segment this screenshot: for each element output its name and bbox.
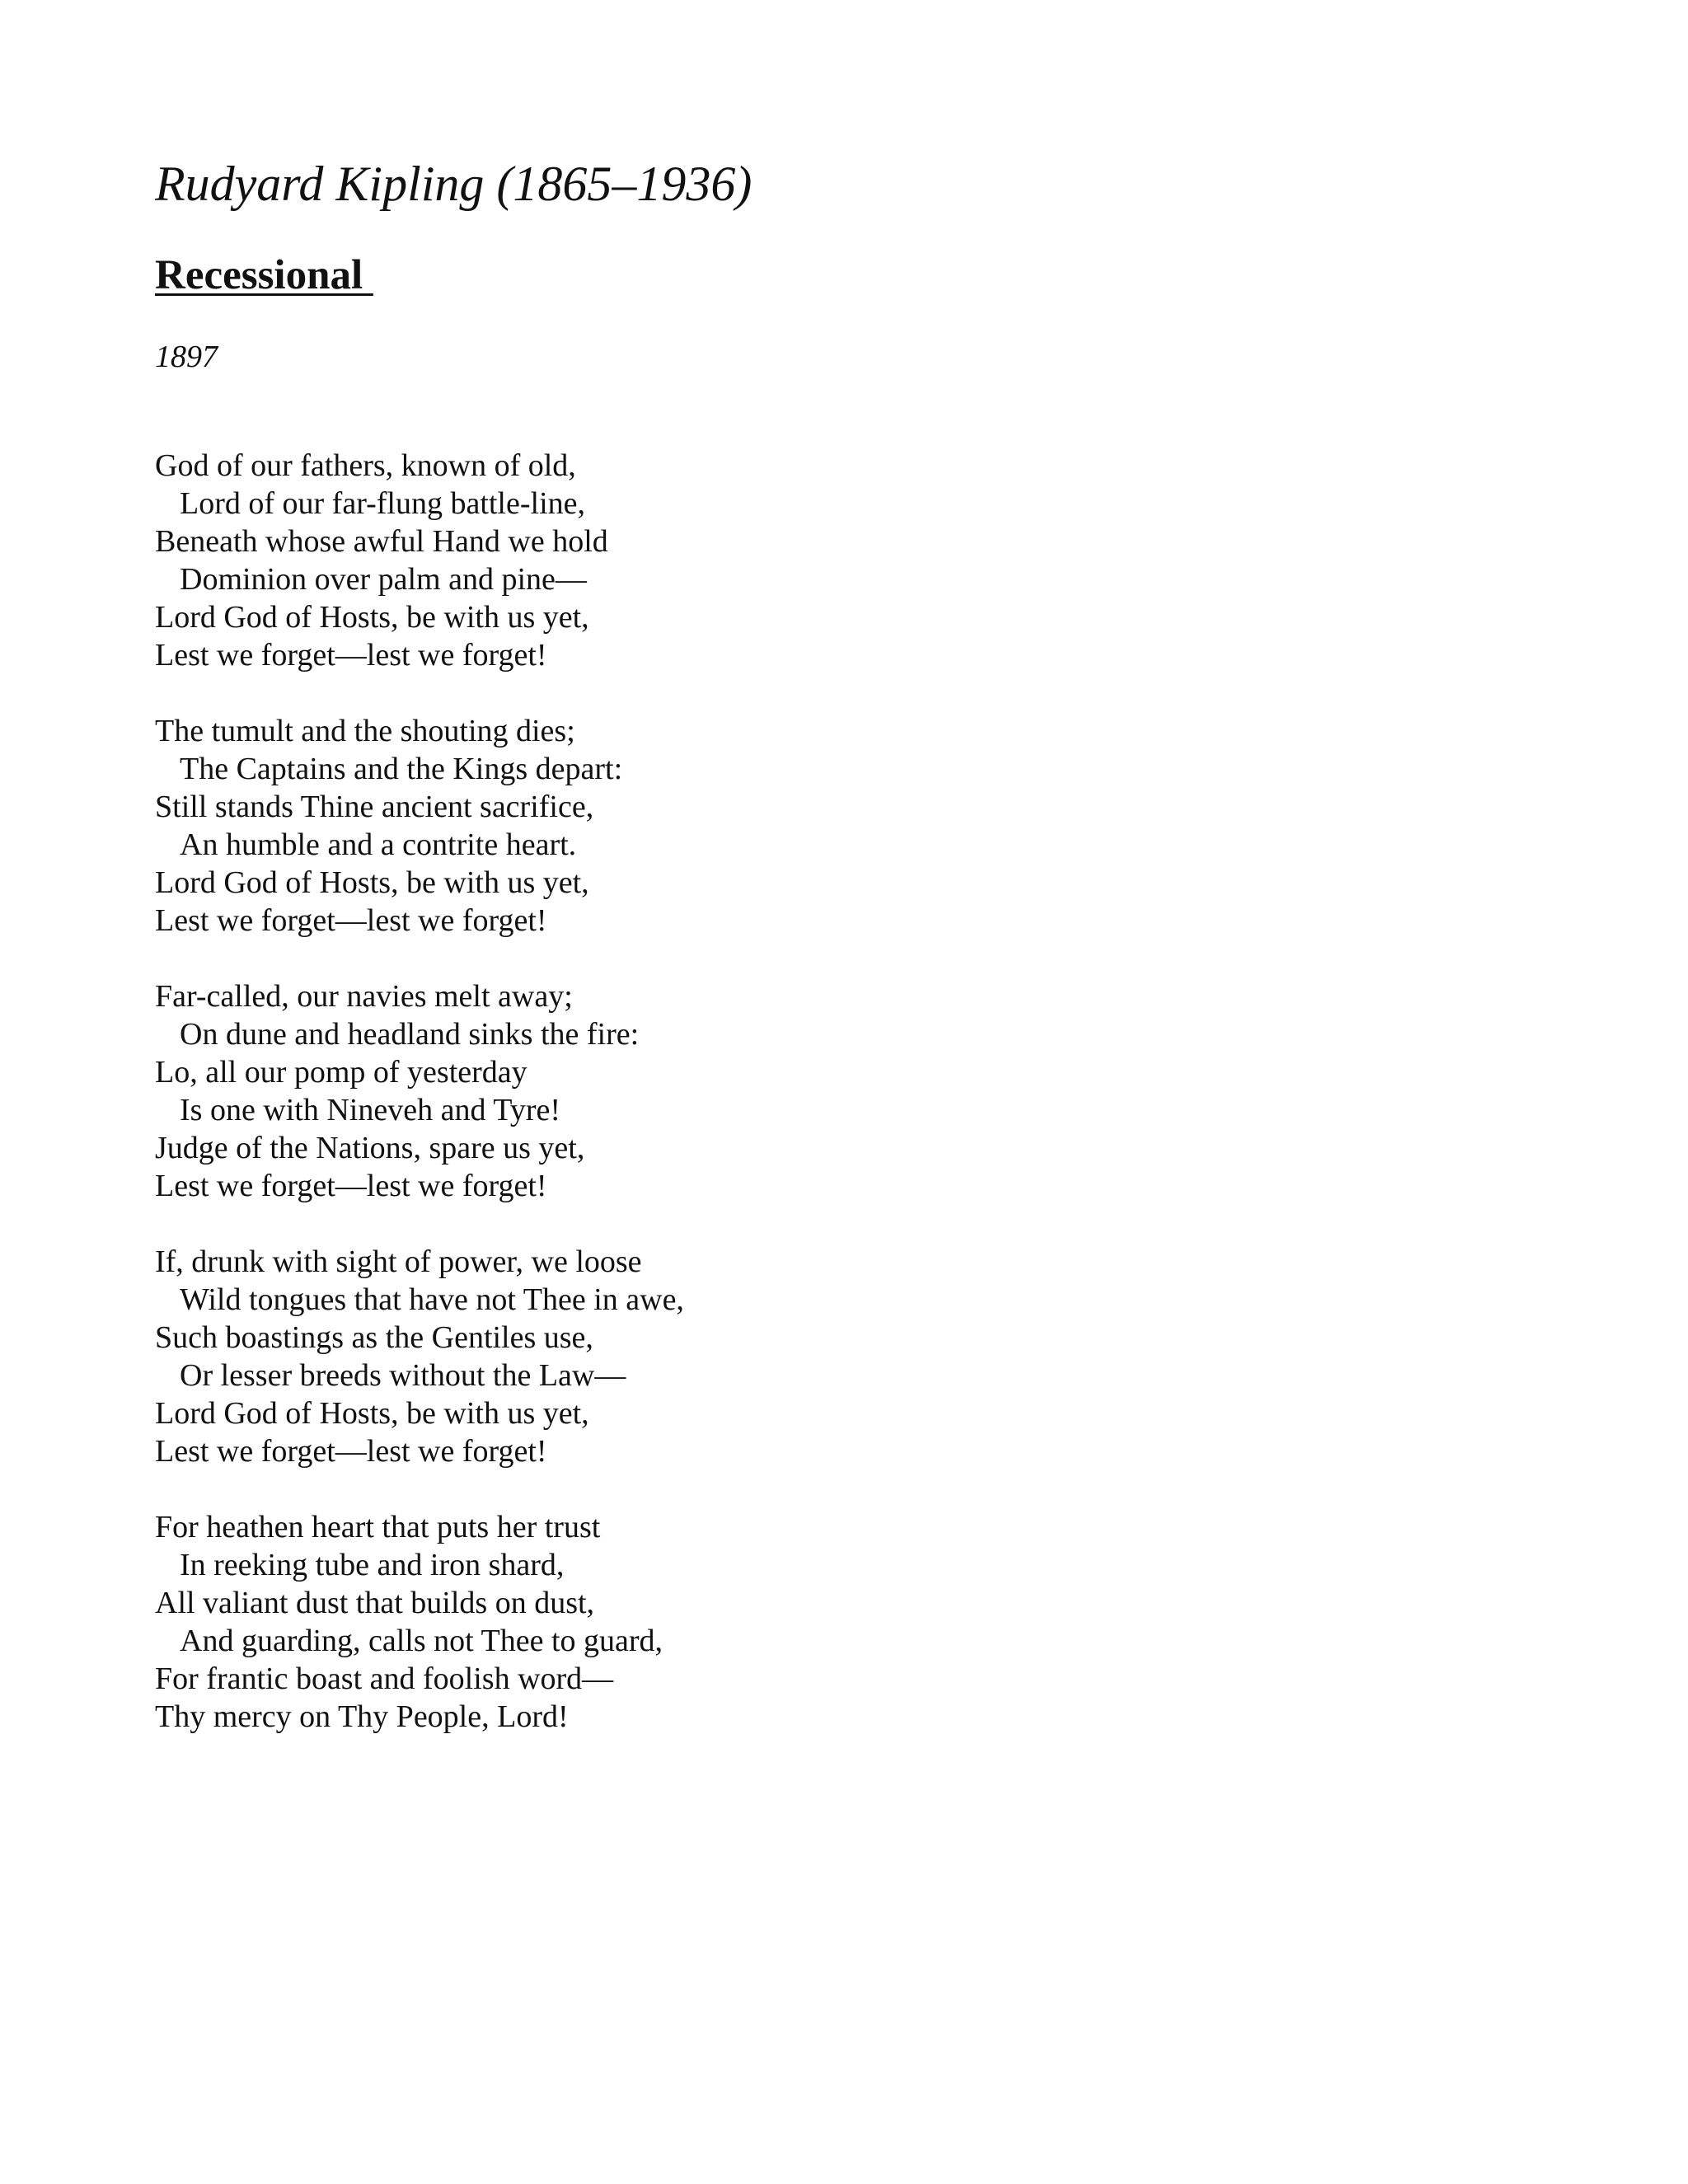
poem-line: Beneath whose awful Hand we hold: [155, 524, 608, 559]
poem-line: Judge of the Nations, spare us yet,: [155, 1131, 585, 1165]
poem-title: Recessional: [155, 252, 373, 298]
poem-line: Far-called, our navies melt away;: [155, 979, 573, 1014]
poem-line: Or lesser breeds without the Law—: [180, 1358, 626, 1393]
poem-line: Lest we forget—lest we forget!: [155, 903, 547, 938]
poem-line: In reeking tube and iron shard,: [180, 1548, 565, 1582]
poem-line: Wild tongues that have not Thee in awe,: [180, 1282, 684, 1317]
poem-line: For heathen heart that puts her trust: [155, 1510, 601, 1544]
stanza-4: [155, 1243, 1556, 1470]
poem-line: The Captains and the Kings depart:: [180, 752, 623, 786]
poem-line: Dominion over palm and pine—: [180, 562, 587, 597]
poem-line: And guarding, calls not Thee to guard,: [180, 1624, 663, 1658]
poem-line: Lest we forget—lest we forget!: [155, 638, 547, 673]
poem-line: Is one with Nineveh and Tyre!: [180, 1093, 561, 1127]
poem-line: The tumult and the shouting dies;: [155, 714, 575, 748]
poem-line: For frantic boast and foolish word—: [155, 1661, 614, 1696]
stanza-1: [155, 447, 1556, 674]
stanza-3: [155, 977, 1556, 1205]
stanza-5: [155, 1508, 1556, 1736]
poem-line: All valiant dust that builds on dust,: [155, 1586, 595, 1620]
poem-line: Lord of our far-flung battle-line,: [180, 486, 585, 521]
poem-line: An humble and a contrite heart.: [180, 827, 577, 862]
poem-line: If, drunk with sight of power, we loose: [155, 1244, 642, 1279]
stanza-2: [155, 712, 1556, 940]
poem-line: Thy mercy on Thy People, Lord!: [155, 1699, 569, 1734]
poem-body: [155, 447, 1556, 1774]
poem-line: God of our fathers, known of old,: [155, 448, 576, 483]
poem-line: Lord God of Hosts, be with us yet,: [155, 1396, 589, 1431]
poem-line: Still stands Thine ancient sacrifice,: [155, 790, 594, 824]
poem-line: Lest we forget—lest we forget!: [155, 1434, 547, 1469]
poem-year: 1897: [155, 340, 218, 374]
poem-line: Lest we forget—lest we forget!: [155, 1169, 547, 1203]
author-heading: Rudyard Kipling (1865–1936): [155, 157, 753, 211]
poem-line: Lo, all our pomp of yesterday: [155, 1055, 528, 1090]
poem-line: On dune and headland sinks the fire:: [180, 1017, 640, 1052]
poem-line: Lord God of Hosts, be with us yet,: [155, 865, 589, 900]
poem-line: Lord God of Hosts, be with us yet,: [155, 600, 589, 635]
poem-line: Such boastings as the Gentiles use,: [155, 1320, 593, 1355]
